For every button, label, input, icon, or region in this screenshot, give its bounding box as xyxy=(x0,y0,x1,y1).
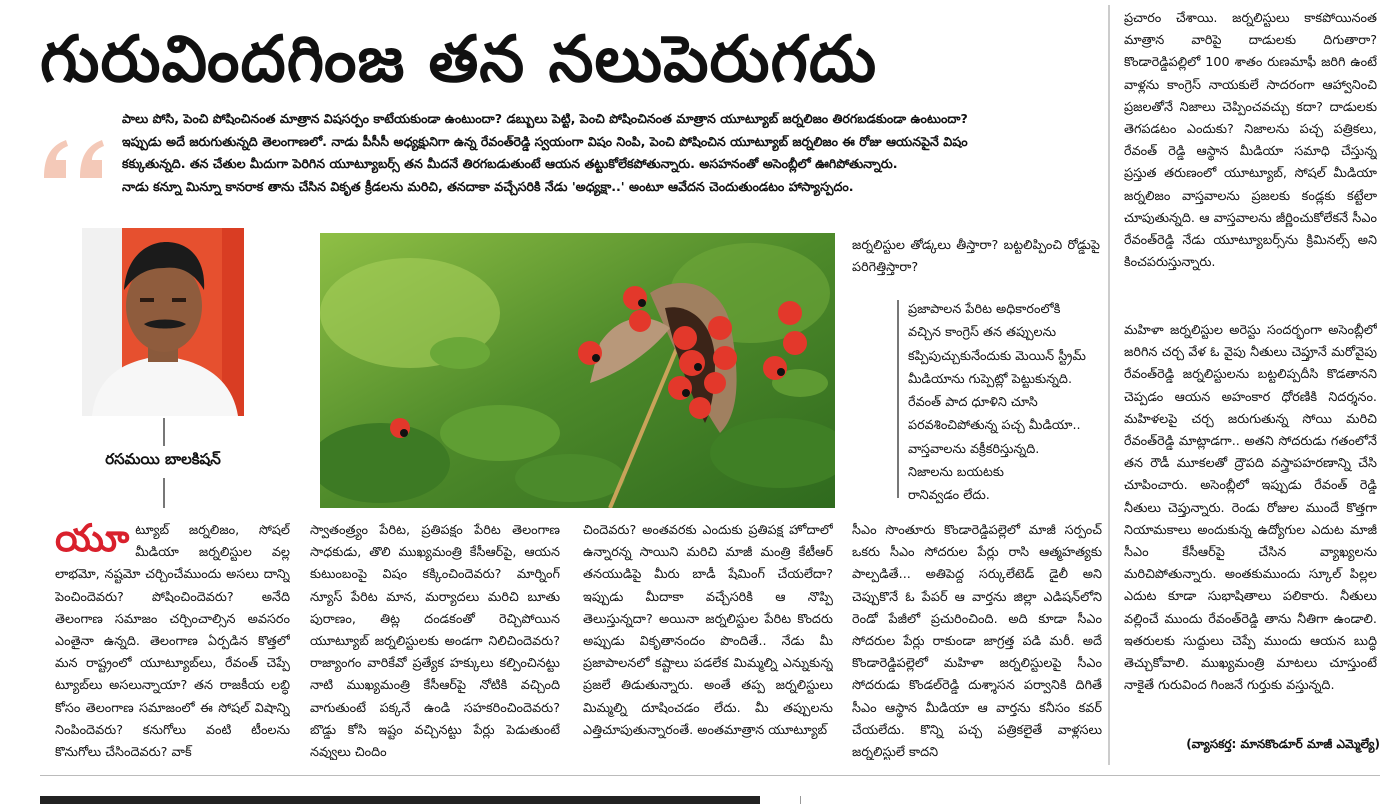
column-divider xyxy=(1108,5,1110,765)
signoff: (వ్యాసకర్త: మానకొండూర్ మాజీ ఎమ్మెల్యే) xyxy=(1186,737,1380,751)
main-photo xyxy=(320,233,835,508)
dropcap: యూ xyxy=(55,520,130,560)
bottom-rule xyxy=(40,775,1380,776)
column-5-para-2 xyxy=(1124,320,1377,735)
pull-quote-line: రానివ్వడం లేదు. xyxy=(908,488,990,504)
pull-quote-line: రేవంత్ పాద ధూళిని చూసి xyxy=(908,395,1038,411)
pull-quote xyxy=(908,298,1098,508)
footer-bar xyxy=(40,796,760,804)
pull-quote-line: మీడియాను గుప్పెట్లో పెట్టుకున్నది. xyxy=(908,371,1073,387)
intro-line: ఇప్పుడు అదే జరుగుతున్నది తెలంగాణలో. నాడు పీసీసీ అధ్యక్షునిగా ఉన్న రేవంత్‌రెడ్డి స్వయంగా విషం నింపి, పెంచి పోషించిన యూట్యూబ్ జర్నలిజం ఈ రోజు ఆయనపైనే విషం xyxy=(122,133,968,149)
column-4-text: సీఎం సొంతూరు కొండారెడ్డిపల్లెలో మాజీ సర్పంచ్ ఒకరు సీఎం సోదరుల పేర్లు రాసి ఆత్మహత్యకు పాల్పడితే... అతిపెద్ద సర్కులేటెడ్ డైలీ అని చెప్పుకొనే ఓ పేపర్ ఆ వార్తను జిల్లా ఎడిషన్‌లోని రెండో పేజీలో ప్రచురించింది. అది కూడా సీఎం సోదరుల పేర్లు రాకుండా జాగ్రత్త పడి మరీ. అదే కొండారెడ్డిపల్లెలో మహిళా జర్నలిస్టులపై సీఎం సోదరుడు కొండల్‌రెడ్డి దుశ్శాసన పర్వానికి దిగితే సీఎం ఆస్థాన మీడియా ఆ వార్తను కనీసం కవర్ చేయలేదు. కొన్ని పచ్చ పత్రికలైతే వాళ్లసలు జర్నలిస్టులే కాదని xyxy=(852,523,1102,760)
author-photo xyxy=(82,228,244,416)
column-1-text: ట్యూబ్ జర్నలిజం, సోషల్ మీడియా జర్నలిస్టుల వల్ల లాభమో, నష్టమో చర్చించేముందు అసలు దాన్ని పెంచిందెవరు? పోషించిందెవరు? అనేది తెలంగాణ సమాజం చర్చించాల్సిన అవసరం ఎంతైనా ఉన్నది. తెలంగాణ ఏర్పడిన కొత్తలో మన రాష్ట్రంలో యూట్యూబ్‌లు, రేవంత్ చెప్పే ట్యూబ్‌లు అసలున్నాయా? తన రాజకీయ లబ్ధి కోసం తెలంగాణ సమాజంలో ఈ సోషల్ విషాన్ని నింపిందెవరు? కనుగోలు వంటి టీంలను కొనుగోలు చేసిందెవరు? వాక్ xyxy=(55,523,290,760)
quote-icon xyxy=(36,128,116,188)
headline: గురువిందగింజ తన నలుపెరుగదు xyxy=(40,23,878,97)
pull-quote-line: పరవశించిపోతున్న పచ్చ మీడియా.. xyxy=(908,418,1081,434)
pull-quote-line: ప్రజాపాలన పేరిట అధికారంలోకి xyxy=(908,302,1061,317)
intro-line: పాలు పోసి, పెంచి పోషించినంత మాత్రాన విషసర్పం కాటేయకుండా ఉంటుందా? డబ్బులు పెట్టి, పెంచి పోషించినంత మాత్రాన యూట్యూబ్ జర్నలిజం తిరగబడకుండా ఉంటుందా? xyxy=(122,111,968,126)
footer-divider xyxy=(800,796,801,804)
column-3 xyxy=(583,520,833,760)
column-2-text: స్వాతంత్ర్యం పేరిట, ప్రతిపక్షం పేరిట తెలంగాణ సాధకుడు, తొలి ముఖ్యమంత్రి కేసీఆర్‌పై, ఆయన కుటుంబంపై విషం కక్కించిందెవరు? మార్నింగ్ న్యూస్ పేరిట మాన, మర్యాదలు మరిచి బూతు పురాణం, తిట్ల దండకంతో రెచ్చిపోయిన యూట్యూబ్ జర్నలిస్టులకు అండగా నిలిచిందెవరు? రాజ్యాంగం వారికేవో ప్రత్యేక హక్కులు కల్పించినట్టు నాటి ముఖ్యమంత్రి కేసీఆర్‌పై నోటికి వచ్చింది వాగుతుంటే పక్కనే ఉండి సహకరించిందెవరు? బొడ్డు కోసి ఇష్టం వచ్చినట్టు పేర్లు పెడుతుంటే నవ్వులు చిందిం xyxy=(310,523,560,760)
column-1 xyxy=(55,520,290,760)
intro-line: కక్కుతున్నది. తన చేతుల మీదుగా పెరిగిన యూట్యూబర్స్ తన మీదనే తిరగబడుతుంటే ఆయన తట్టుకోలేకపోతున్నారు. అసహనంతో అసెంబ్లీలో ఊగిపోతున్నారు. xyxy=(122,156,898,171)
intro xyxy=(122,108,1102,198)
column-4-top xyxy=(852,235,1100,283)
pull-quote-line: నిజాలను బయటకు xyxy=(908,465,1004,481)
pull-quote-line: వాస్తవాలను వక్రీకరిస్తున్నది. xyxy=(908,441,1040,457)
divider xyxy=(163,418,165,446)
pull-quote-line: వచ్చిన కాంగ్రెస్ తన తప్పులను xyxy=(908,325,1057,341)
column-4 xyxy=(852,520,1102,760)
column-3-text: చిందెవరు? అంతవరకు ఎందుకు ప్రతిపక్ష హోదాలో ఉన్నారన్న సాయిని మరిచి మాజీ మంత్రి కేటీఆర్ తనయుడిపై మీరు బాడీ షేమింగ్ చేయలేదా? ఇప్పుడు మీదాకా వచ్చేసరికి ఆ నొప్పి తెలుస్తున్నదా? అయినా జర్నలిస్టుల పేరిట కొందరు అప్పుడు వికృతానందం పొందితే.. నేడు మీ ప్రజాపాలనలో కష్టాలు పడలేక మిమ్మల్ని ఎన్నుకున్న ప్రజలే తిడుతున్నారు. అంతే తప్ప జర్నలిస్టులు మిమ్మల్ని దూషించడం లేదు. మీ తప్పులను ఎత్తిచూపుతున్నారంతే. అంతమాత్రాన యూట్యూబ్ xyxy=(583,523,833,738)
pull-quote-line: కప్పిపుచ్చుకునేందుకు మెయిన్ స్ట్రీమ్ xyxy=(908,348,1086,364)
author-name: రసమయి బాలకిషన్ xyxy=(105,450,221,468)
column-5-para-2-text: మహిళా జర్నలిస్టుల అరెస్టు సందర్భంగా అసెంబ్లీలో జరిగిన చర్చ వేళ ఓ వైపు నీతులు చెప్తూనే మరోవైపు రేవంత్‌రెడ్డి జర్నలిస్టులను బట్టలిప్పదీసి కొడతానని చెప్పడం ఆయన అహంకార ధోరణికి నిదర్శనం. మహిళలపై చర్చ జరుగుతున్న సోయి మరిచి రేవంత్‌రెడ్డి మాట్లాడగా.. అతని సోదరుడు గతంలోనే తన రౌడీ మూకలతో ద్రౌపది వస్త్రాపహరణాన్ని చేసి చూపించారు. అసెంబ్లీలో ఇప్పుడు రేవంత్ రెడ్డి నీతులు చెప్తున్నారు. రెండు రోజుల ముందే కొత్తగా నియామకాలు అందుకున్న ఉద్యోగుల ఎదుట మాజీ సీఎం కేసీఆర్‌పై చేసిన వ్యాఖ్యలను మరిచిపోతున్నారు. అంతకుముందు స్కూల్ పిల్లల ఎదుట కూడా సుభాషితాలు పలికారు. నీతులు వల్లించే ముందు రేవంత్‌రెడ్డి తాను నీతిగా ఉండాలి. ఇతరులకు సుద్దులు చెప్పే ముందు ఆయన బుద్ధి తెచ్చుకోవాలి. ముఖ్యమంత్రి మాటలు చూస్తుంటే నాకైతే గురువింద గింజనే గుర్తుకు వస్తున్నది. xyxy=(1124,323,1377,694)
column-5-para-1 xyxy=(1124,8,1377,302)
intro-line: నాడు కన్నూ మిన్నూ కానరాక తాను చేసిన వికృత క్రీడలను మరిచి, తనదాకా వచ్చేసరికి నేడు 'అధ్యక్షా..' అంటూ ఆవేదన చెందుతుండటం హాస్యాస్పదం. xyxy=(122,178,854,194)
divider xyxy=(163,478,165,508)
column-5-para-1-text: ప్రచారం చేశాయి. జర్నలిస్టులు కాకపోయినంత మాత్రాన వారిపై దాడులకు దిగుతారా? కొండారెడ్డిపల్లిలో 100 శాతం రుణమాఫీ జరిగి ఉంటే వాళ్లను కాంగ్రెస్ నాయకులే సాదరంగా ఆహ్వానించి ప్రజలతోనే నిజాలు చెప్పించవచ్చు కదా? దాడులకు తెగపడటం ఎందుకు? నిజాలను పచ్చ పత్రికలు, రేవంత్ రెడ్డి ఆస్థాన మీడియా సమాధి చేస్తున్న ప్రస్తుత తరుణంలో యూట్యూబ్, సోషల్ మీడియా జర్నలిజం వాస్తవాలను ప్రజలకు కండ్లకు కట్టేలా చూపుతున్నది. ఆ వాస్తవాలను జీర్ణించుకోలేకనే సీఎం రేవంత్‌రెడ్డి నేడు యూట్యూబర్స్‌ను క్రిమినల్స్ అని కించపరుస్తున్నారు. xyxy=(1124,11,1377,271)
column-4-top-text: జర్నలిస్టుల తోడ్కలు తీస్తారా? బట్టలిప్పించి రోడ్డుపై పరిగెత్తిస్తారా? xyxy=(852,238,1100,276)
column-2 xyxy=(310,520,560,760)
pull-quote-rule xyxy=(897,300,899,498)
